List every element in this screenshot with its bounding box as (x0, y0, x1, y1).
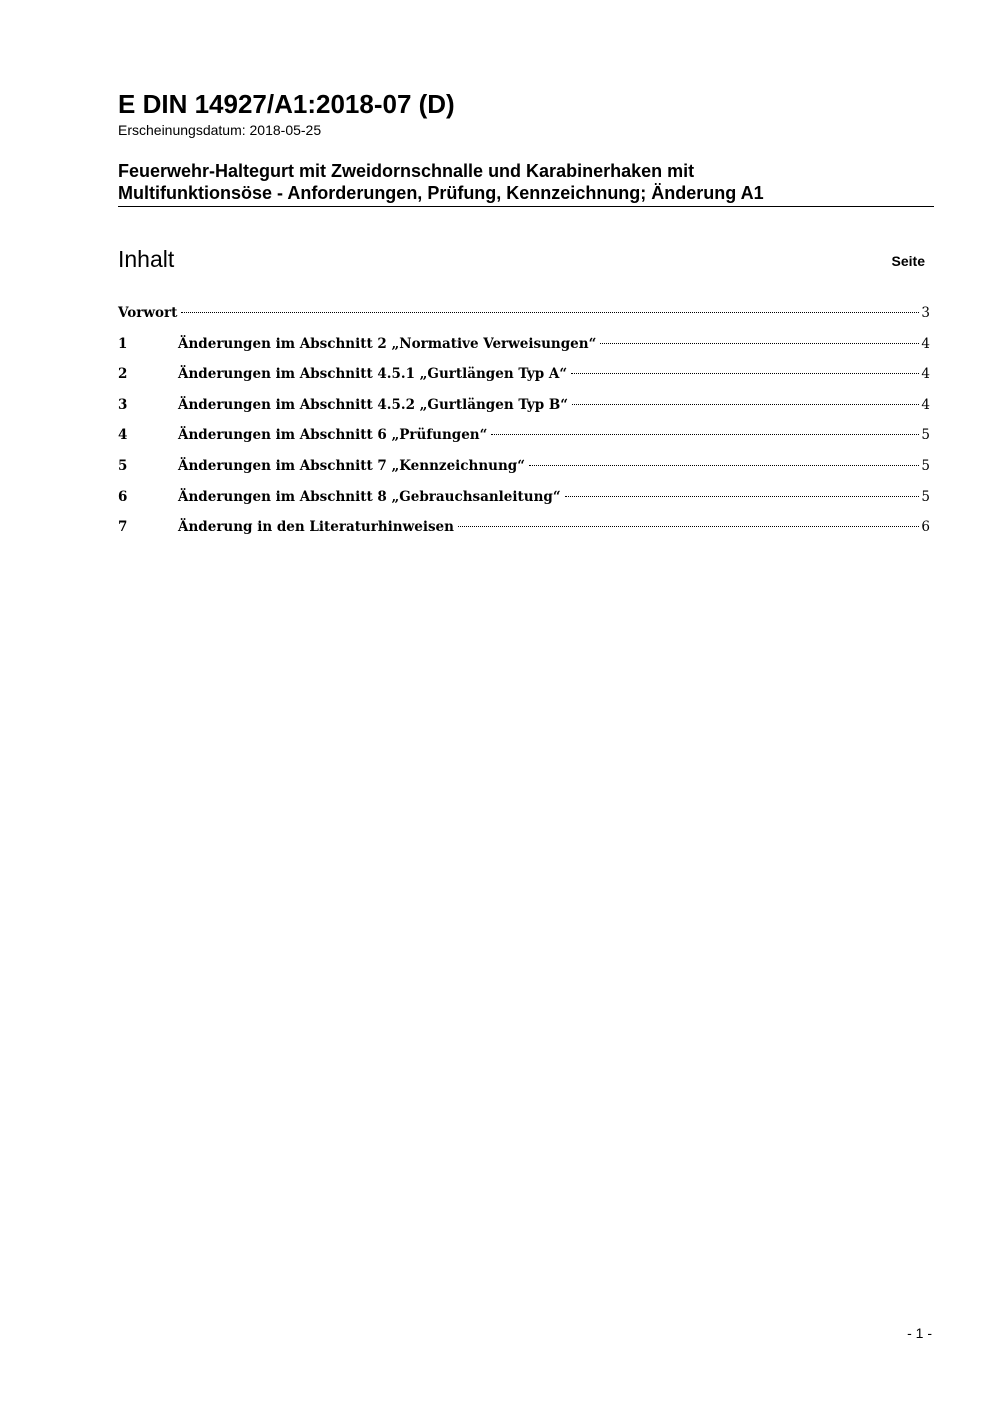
document-title (118, 160, 934, 204)
toc-heading: Inhalt (118, 246, 175, 272)
toc-entry-text: Vorwort (118, 305, 178, 321)
toc-entry-number: 3 (118, 396, 128, 413)
toc-leader-dots (565, 496, 920, 497)
document-title-line-1: Feuerwehr-Haltegurt mit Zweidornschnalle und Karabinerhaken mit (118, 161, 695, 181)
toc-entry-page: 6 (921, 519, 930, 536)
toc-entry-6[interactable] (118, 485, 930, 516)
toc-entry-page: 4 (921, 366, 930, 383)
title-divider (118, 206, 934, 207)
toc-entry-text: Änderungen im Abschnitt 7 „Kennzeichnung“ (178, 457, 525, 474)
toc-entry-number: 6 (118, 488, 128, 505)
document-id: E DIN 14927/A1:2018-07 (D) (118, 89, 455, 119)
toc-entry-4[interactable] (118, 423, 930, 454)
toc-entry-page: 5 (921, 427, 930, 444)
toc-entry-number: 4 (118, 427, 128, 444)
toc-entry-number: 5 (118, 457, 128, 474)
page-number: - 1 - (907, 1325, 932, 1341)
table-of-contents (118, 301, 930, 546)
toc-entry-5[interactable] (118, 454, 930, 485)
toc-entry-text: Änderungen im Abschnitt 8 „Gebrauchsanleitung“ (178, 488, 561, 505)
toc-leader-dots (181, 312, 919, 313)
publication-date: Erscheinungsdatum: 2018-05-25 (118, 122, 322, 138)
toc-entry-number: 1 (118, 335, 128, 352)
toc-leader-dots (529, 465, 919, 466)
toc-entry-text: Änderungen im Abschnitt 4.5.1 „Gurtlängen Typ A“ (178, 366, 568, 383)
toc-entry-text: Änderungen im Abschnitt 2 „Normative Verweisungen“ (178, 335, 597, 352)
toc-entry-vorwort[interactable] (118, 301, 930, 332)
document-title-line-2: Multifunktionsöse - Anforderungen, Prüfung, Kennzeichnung; Änderung A1 (118, 183, 764, 203)
toc-entry-page: 5 (921, 457, 930, 474)
toc-entry-7[interactable] (118, 515, 930, 546)
toc-leader-dots (600, 343, 919, 344)
toc-leader-dots (458, 526, 919, 527)
toc-entry-page: 4 (921, 335, 930, 352)
toc-entry-2[interactable] (118, 362, 930, 393)
toc-entry-number: 7 (118, 519, 128, 536)
toc-entry-3[interactable] (118, 393, 930, 424)
toc-entry-page: 4 (921, 396, 930, 413)
toc-entry-number: 2 (118, 366, 128, 383)
toc-entry-text: Änderungen im Abschnitt 6 „Prüfungen“ (178, 427, 488, 444)
toc-leader-dots (571, 373, 919, 374)
toc-entry-1[interactable] (118, 332, 930, 363)
toc-leader-dots (491, 434, 919, 435)
toc-page-column-label: Seite (891, 253, 925, 269)
toc-entry-text: Änderungen im Abschnitt 4.5.2 „Gurtlängen Typ B“ (178, 396, 569, 413)
toc-entry-page: 5 (921, 488, 930, 505)
toc-entry-page: 3 (921, 305, 930, 321)
toc-leader-dots (572, 404, 919, 405)
toc-entry-text: Änderung in den Literaturhinweisen (178, 519, 454, 536)
